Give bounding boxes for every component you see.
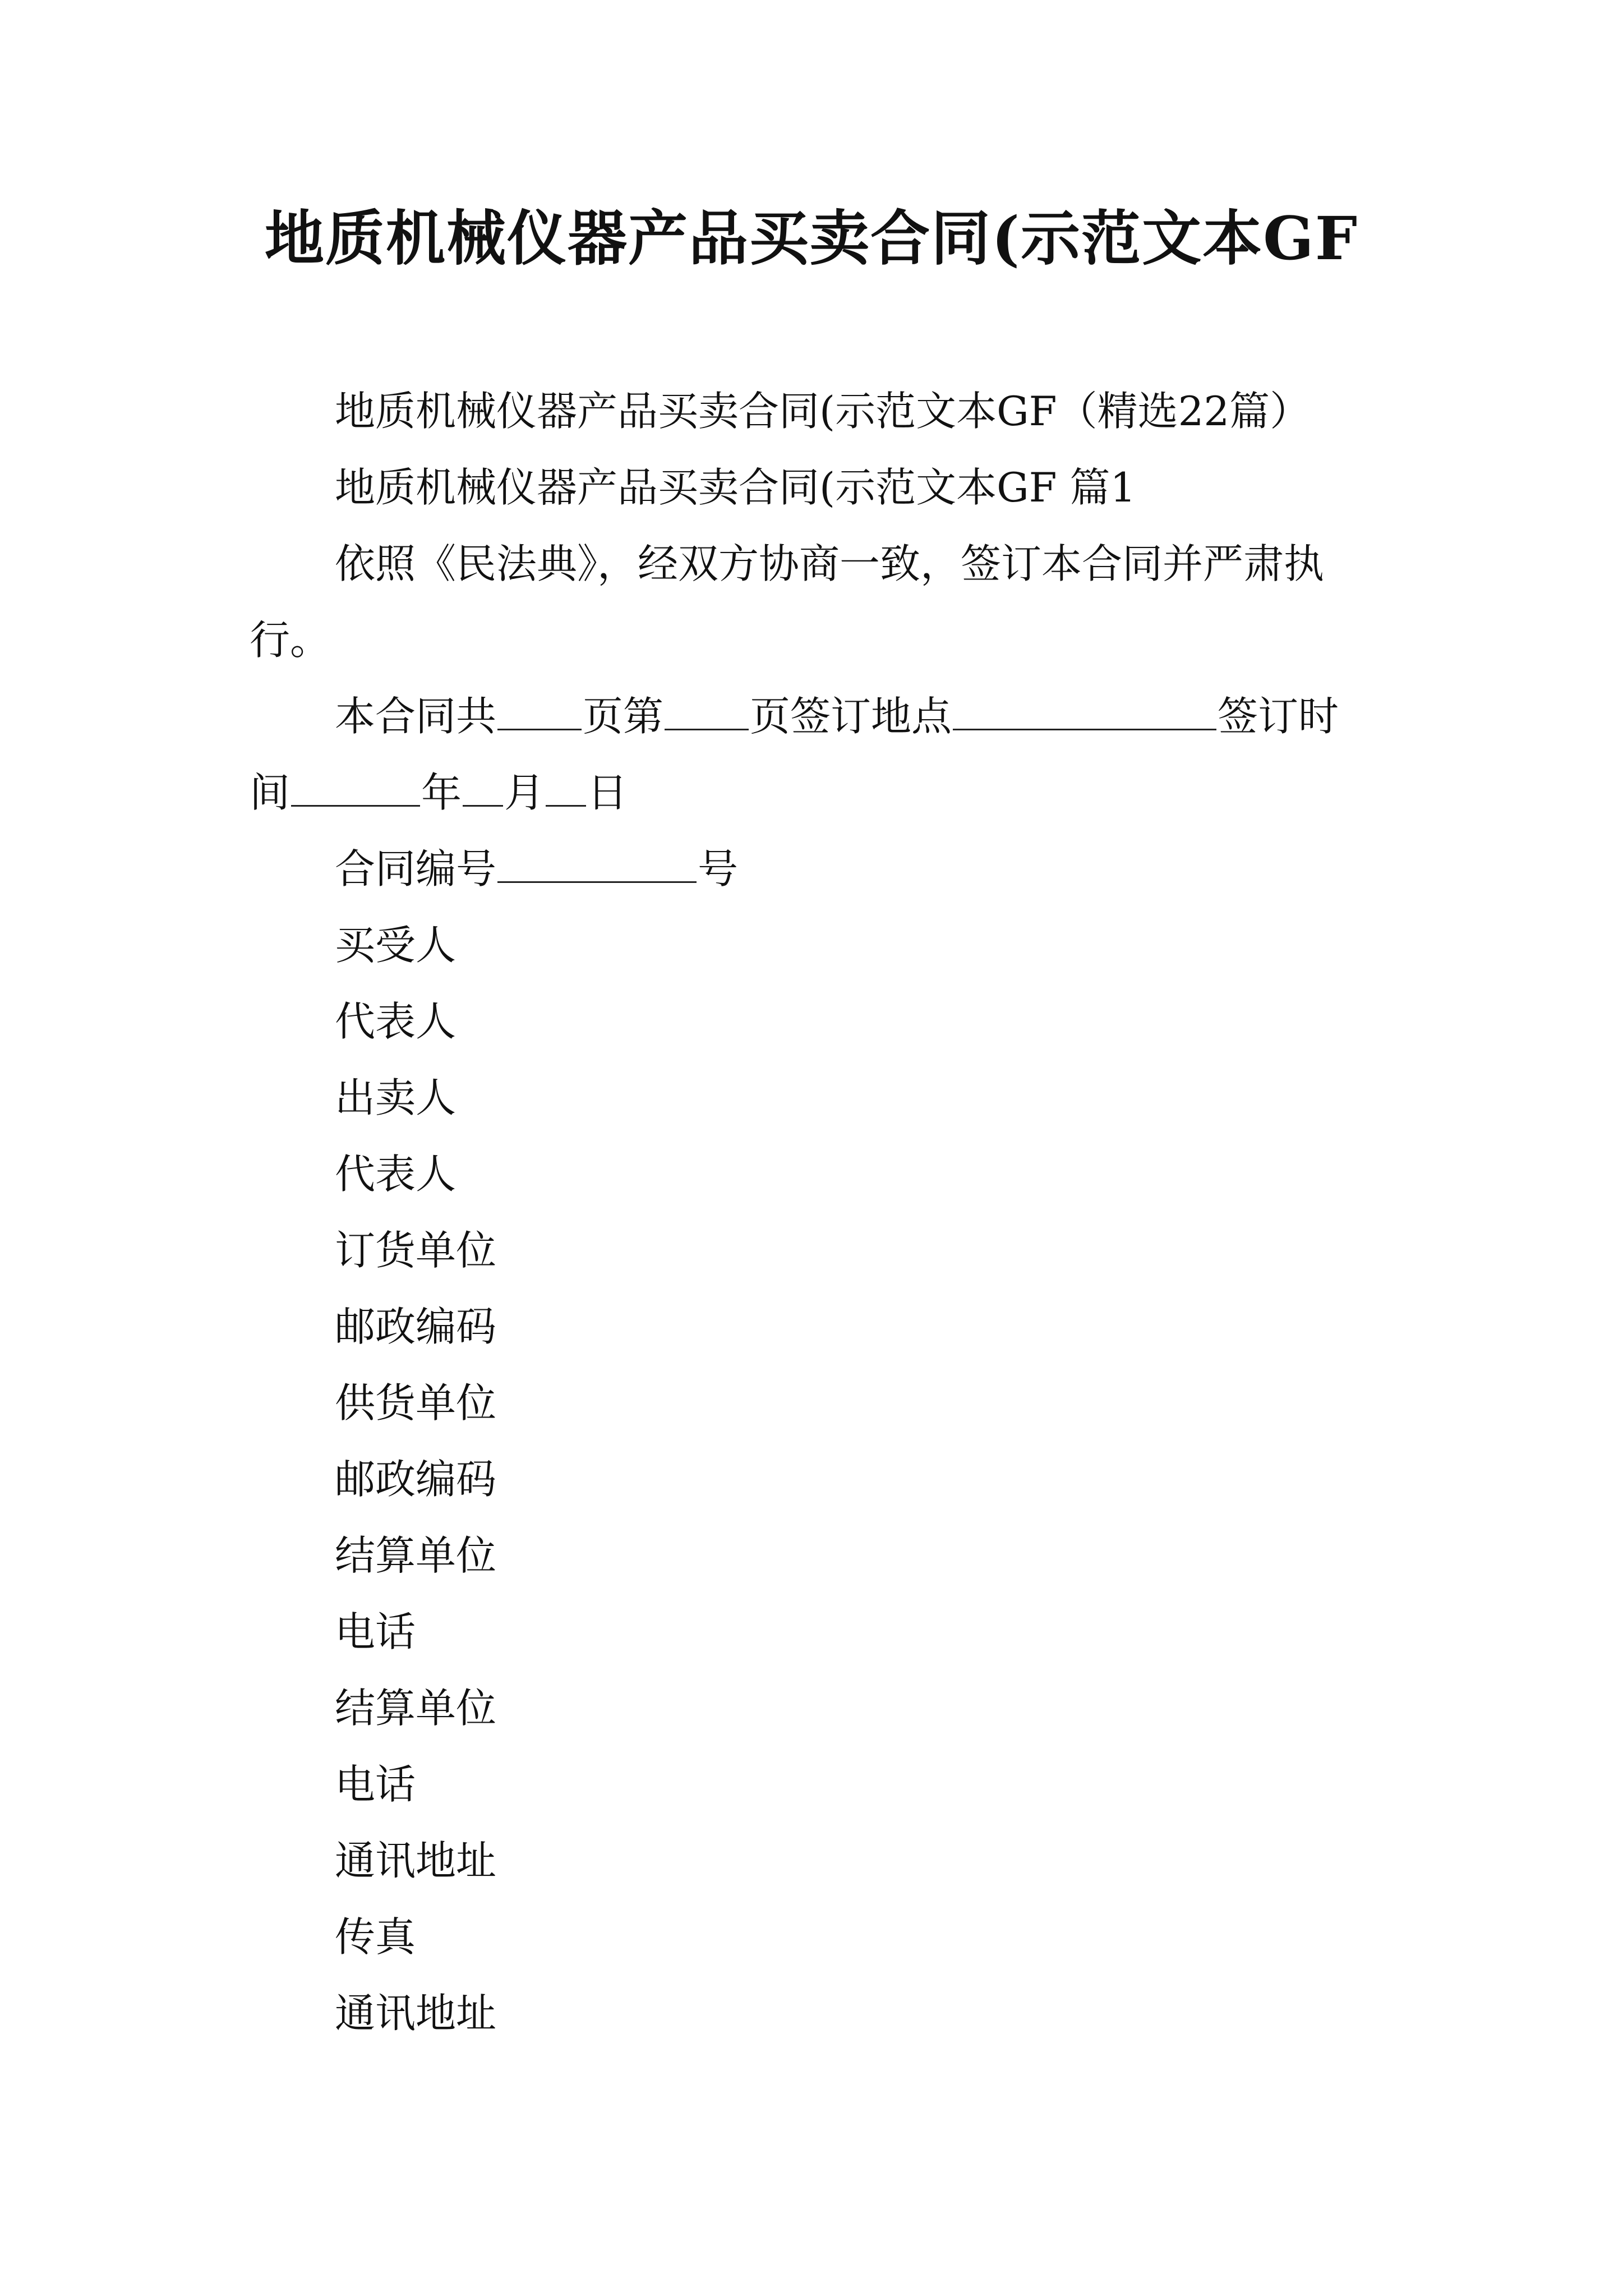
section-heading: 地质机械仪器产品买卖合同(示范文本GF 篇1 <box>335 464 1136 511</box>
day-blank <box>546 771 586 807</box>
pages-line <box>250 678 1377 831</box>
pages-line-text: 签订时间 <box>250 693 1339 816</box>
document-body <box>250 373 1377 2051</box>
field-label: 传真 <box>335 1913 416 1961</box>
document-title: 地质机械仪器产品买卖合同(示范文本GF <box>265 203 1358 273</box>
page-count-blank <box>497 695 582 730</box>
field-label: 结算单位 <box>335 1685 497 1732</box>
subtitle-paragraph: 地质机械仪器产品买卖合同(示范文本GF（精选22篇） <box>335 388 1311 435</box>
year-blank <box>291 771 420 807</box>
pages-line-text: 月 <box>504 769 545 816</box>
field-label: 邮政编码 <box>335 1303 497 1350</box>
contract-number-suffix: 号 <box>698 845 739 892</box>
field-label: 电话 <box>335 1761 416 1808</box>
pages-line-text: 页签订地点 <box>750 693 952 740</box>
field-label: 出卖人 <box>335 1074 457 1121</box>
month-blank <box>463 771 503 807</box>
pages-line-text: 年 <box>421 769 462 816</box>
signing-place-blank <box>953 695 1216 730</box>
pages-line-text: 页第 <box>583 693 664 740</box>
pages-line-text: 日 <box>587 769 628 816</box>
field-label: 电话 <box>335 1608 416 1655</box>
page-number-blank <box>665 695 749 730</box>
field-label: 结算单位 <box>335 1532 497 1579</box>
field-label: 代表人 <box>335 998 457 1045</box>
field-label: 代表人 <box>335 1151 457 1198</box>
field-label: 通讯地址 <box>335 1837 497 1884</box>
field-label: 通讯地址 <box>335 1990 497 2037</box>
contract-number-blank <box>497 848 697 883</box>
pages-line-text: 本合同共 <box>335 693 497 740</box>
field-label: 买受人 <box>335 922 457 969</box>
field-label: 供货单位 <box>335 1379 497 1427</box>
contract-number-label: 合同编号 <box>335 845 497 892</box>
intro-paragraph: 依照《民法典》，经双方协商一致，签订本合同并严肃执行。 <box>250 540 1325 664</box>
field-label: 邮政编码 <box>335 1456 497 1503</box>
field-label: 订货单位 <box>335 1227 497 1274</box>
contract-number-line <box>250 831 1377 907</box>
